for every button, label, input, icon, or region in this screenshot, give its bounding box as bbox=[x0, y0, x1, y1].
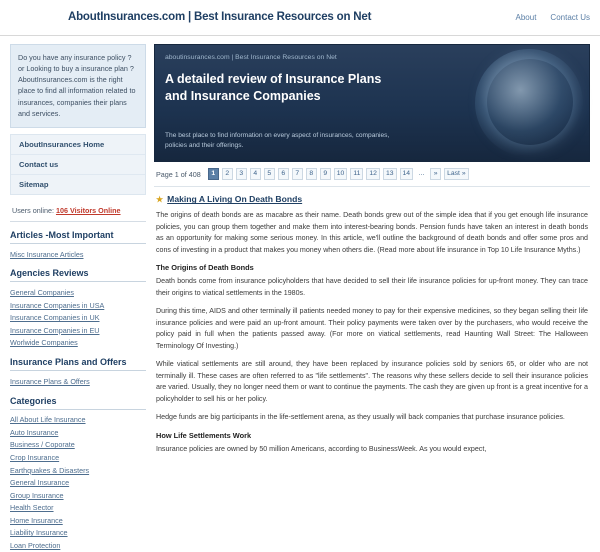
sidebar-section-title: Insurance Plans and Offers bbox=[10, 357, 146, 371]
nav-link-about[interactable]: About bbox=[515, 13, 537, 22]
sidebar-link-companies-eu[interactable]: Insurance Companies in EU bbox=[10, 325, 100, 335]
sidebar-link-general-companies[interactable]: General Companies bbox=[10, 288, 74, 298]
article-paragraph: The origins of death bonds are as macabre as their name. Death bonds grew out of the simple idea that if you get enough life insurance policies, you can group them together and make them into interest-bearing bonds. Pension funds have taken an interest in death bonds as an opportunity for making some serious money. In this article, we'll outline the background of death bonds and offer some pros and cons of investing in a product that makes you money when others die. (Read more about life insurance in Top 10 Life Insurance Myths.) bbox=[156, 211, 588, 254]
sidebar-section-title: Categories bbox=[10, 396, 146, 410]
sidebar-intro-box: Do you have any insurance policy ? or Looking to buy a insurance plan ? AboutInsurances.com is the right place to find all information related to insurances, companies their plans and services. bbox=[10, 44, 146, 128]
top-navigation bbox=[516, 13, 590, 22]
sidebar-section-categories bbox=[10, 396, 146, 552]
pagination-label: Page 1 of 408 bbox=[156, 169, 201, 179]
sidebar-link-auto-insurance[interactable]: Auto Insurance bbox=[10, 427, 59, 437]
sidebar-link-home-insurance[interactable]: Home Insurance bbox=[10, 515, 63, 525]
sidebar-link-companies-uk[interactable]: Insurance Companies in UK bbox=[10, 313, 100, 323]
sidebar-item-contact-us[interactable]: Contact us bbox=[11, 155, 145, 175]
page-link-9[interactable]: 9 bbox=[320, 168, 331, 180]
content-wrapper bbox=[0, 36, 600, 552]
pagination-ellipsis: ... bbox=[418, 170, 425, 177]
sidebar-section-links bbox=[10, 375, 146, 388]
nav-link-contact-us[interactable]: Contact Us bbox=[550, 13, 590, 22]
star-icon: ★ bbox=[156, 195, 164, 205]
sidebar-link-business-corporate[interactable]: Business / Coporate bbox=[10, 440, 75, 450]
hero-title: A detailed review of Insurance Plans and Insurance Companies bbox=[165, 72, 382, 103]
page-link-3[interactable]: 3 bbox=[236, 168, 247, 180]
article-paragraph: During this time, AIDS and other terminally ill patients needed money to pay for their expensive medicines, so they began selling their life insurance policies and were paid an up-front amount. Their policy payments were taken over by the purchasers, who would receive the policy paid in full when the patients passed away. (For more on viatical settlements, read Haunting Wall Street: The Halloween Terminology Of Investing.) bbox=[156, 307, 588, 350]
page-link-11[interactable]: 11 bbox=[350, 168, 363, 180]
sidebar-link-misc-insurance-articles[interactable]: Misc Insurance Articles bbox=[10, 249, 84, 259]
users-online-label: Users online: bbox=[12, 205, 56, 215]
pagination-last[interactable]: Last » bbox=[444, 168, 469, 180]
users-online-count[interactable]: 106 Visitors Online bbox=[55, 205, 121, 215]
sidebar-link-group-insurance[interactable]: Group Insurance bbox=[10, 490, 64, 500]
users-online bbox=[10, 202, 146, 222]
page-link-2[interactable]: 2 bbox=[222, 168, 233, 180]
sidebar bbox=[10, 44, 146, 552]
page-link-6[interactable]: 6 bbox=[278, 168, 289, 180]
hero-banner bbox=[154, 44, 590, 162]
article-section-heading: The Origins of Death Bonds bbox=[156, 263, 254, 273]
sidebar-link-general-insurance[interactable]: General Insurance bbox=[10, 478, 70, 488]
pagination bbox=[154, 162, 590, 187]
sidebar-section-articles bbox=[10, 230, 146, 261]
sidebar-section-plans-offers bbox=[10, 357, 146, 388]
sidebar-section-agencies-reviews bbox=[10, 268, 146, 349]
article bbox=[154, 187, 590, 455]
sidebar-link-companies-usa[interactable]: Insurance Companies in USA bbox=[10, 300, 105, 310]
page-link-10[interactable]: 10 bbox=[334, 168, 348, 180]
sidebar-link-health-sector[interactable]: Health Sector bbox=[10, 503, 54, 513]
page-title: AboutInsurances.com | Best Insurance Resources on Net bbox=[68, 11, 372, 23]
article-section-heading: How Life Settlements Work bbox=[156, 430, 252, 440]
sidebar-link-liability-insurance[interactable]: Liability Insurance bbox=[10, 528, 68, 538]
sidebar-link-crop-insurance[interactable]: Crop Insurance bbox=[10, 453, 60, 462]
article-title bbox=[156, 194, 588, 204]
article-paragraph: While viatical settlements are still around, they have been replaced by insurance policies sold by seniors 65, or older who are not terminally ill. These cases are often referred to as "life settlements". The reasons why these sellers decide to sell their insurance policies are varied. Usually, they no longer need them or want to continue the payments. The cash they are given up front is a great incentive for a policyholder to sell his or her policy. bbox=[156, 360, 588, 403]
site-header bbox=[0, 0, 600, 36]
page-link-4[interactable]: 4 bbox=[250, 168, 261, 180]
pagination-next[interactable]: » bbox=[430, 168, 441, 180]
sidebar-section-links bbox=[10, 286, 146, 349]
sidebar-item-sitemap[interactable]: Sitemap bbox=[19, 179, 49, 189]
page-link-8[interactable]: 8 bbox=[306, 168, 317, 180]
sidebar-link-insurance-plans-offers[interactable]: Insurance Plans & Offers bbox=[10, 376, 90, 386]
sidebar-section-links bbox=[10, 248, 146, 261]
page-link-13[interactable]: 13 bbox=[383, 168, 397, 180]
page-link-1[interactable]: 1 bbox=[208, 168, 219, 180]
sidebar-quick-links bbox=[10, 134, 146, 195]
article-paragraph: Insurance policies are owned by 50 million Americans, according to BusinessWeek. As you would expect, bbox=[156, 444, 487, 453]
sidebar-section-links bbox=[10, 414, 146, 552]
breadcrumb: aboutinsurances.com | Best Insurance Resources on Net bbox=[165, 54, 337, 61]
page-link-14[interactable]: 14 bbox=[400, 168, 414, 180]
main-column bbox=[154, 44, 590, 552]
sidebar-link-worldwide-companies[interactable]: Worlwide Companies bbox=[10, 338, 78, 348]
hero-subtitle: The best place to find information on every aspect of insurances, companies, policies and their offerings. bbox=[165, 132, 390, 150]
sidebar-link-earthquakes-disasters[interactable]: Earthquakes & Disasters bbox=[10, 465, 90, 475]
sidebar-item-home[interactable]: AboutInsurances Home bbox=[11, 135, 145, 155]
sidebar-section-title: Articles -Most Important bbox=[10, 230, 146, 244]
sidebar-section-title: Agencies Reviews bbox=[10, 268, 146, 282]
page-link-7[interactable]: 7 bbox=[292, 168, 303, 180]
article-paragraph: Death bonds come from insurance policyholders that have decided to sell their life insurance policies for up-front money. They can trace their origins to viatical settlements in the 1980s. bbox=[156, 277, 588, 297]
article-paragraph: Hedge funds are big participants in the life-settlement arena, as they usually will back companies that purchase insurance policies. bbox=[156, 413, 565, 422]
sidebar-link-all-about-life-insurance[interactable]: All About Life Insurance bbox=[10, 415, 86, 425]
page-link-5[interactable]: 5 bbox=[264, 168, 275, 180]
page-link-12[interactable]: 12 bbox=[366, 168, 380, 180]
sphere-icon bbox=[487, 59, 573, 145]
sidebar-link-loan-protection[interactable]: Loan Protection bbox=[10, 540, 61, 550]
article-title-text[interactable]: Making A Living On Death Bonds bbox=[167, 194, 303, 205]
